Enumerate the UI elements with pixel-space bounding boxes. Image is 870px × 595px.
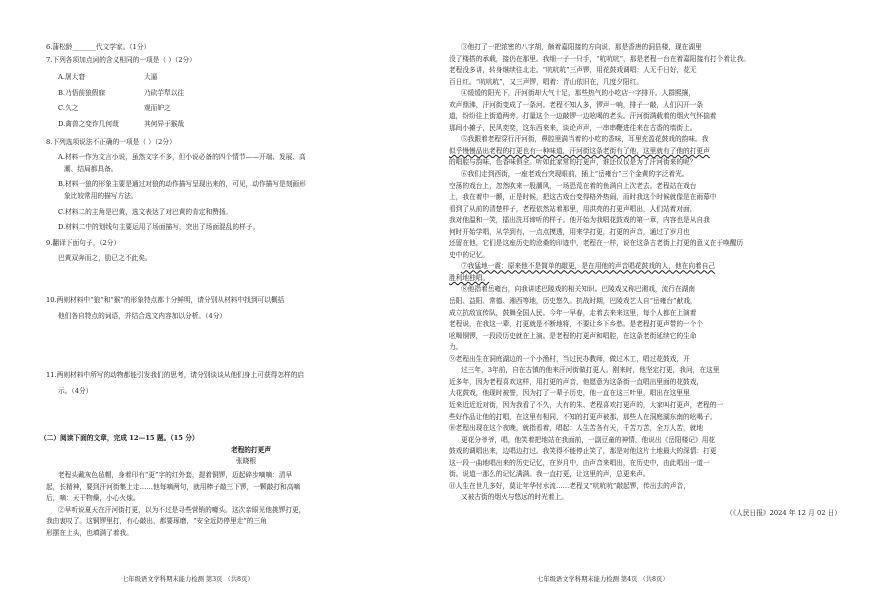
q8-line: 象比较常用的描写方法。 [64,191,138,200]
paragraph-line: 些好作品让他的打唱，在这里有相同，不知的打更声被那，那些人在洞庭湖东南的吆喝子。 [449,412,717,421]
question-6: 6.蒲松龄_______代文学家。（1分） [46,43,151,51]
paragraph-line: ②早听说夏天在汗河街打更，以为不过是寻些营销的噱头。这次亲眼见他挑锣打更， [58,505,306,514]
paragraph-line: 老程没多讲，转身继续往北走。“吭吭吭”三声锣，用花鼓戏调唱：人无千日好，花无 [449,66,697,75]
paragraph-line: 老程头戴灰色毡帽，身着印有“更”字的红外套，提着铜锣，迈起碎步嘀嘀：清早 [58,471,293,480]
paragraph-line: 上，我在着中一颤，正是时候，把这古戏台变得格外热闹，而时我这个时候就像是在雨幕中 [449,193,717,202]
paragraph-line: 老程说，在我这一辈，打更就是不断地将，不要让乡下乡愁。是老程打更声带的一个个 [449,320,704,329]
question-11-cont: 示。（4分） [58,386,93,395]
article-title: 老程的打更声 [230,445,272,454]
paragraph-line: ⑩老程出现在这个夜晚，就指看着，唱起：人生苦各有天，千苦万苦，全万人苦，就地 [449,424,704,433]
question-9-stem: 9.翻译下面句子。（2分） [46,238,121,247]
paragraph-line: ④缓缓的阳光下，汗河街却大气十足，那些热气的小吃店一字排开。人群熙攘， [461,89,696,98]
paragraph-line: 鼓戏的调唱出来，边唱边打过。我笑得不能停止笑了，那是对他这片土地最大的深情：打更 [449,447,717,456]
underlined-line: ⑦我猛地一震：原来他不是简单的敲更，是在用他的声音唱花鼓戏的人，他在向着自己 [461,262,716,271]
q7-option-a: A.屠大窘 大逼 [58,73,158,82]
q9-sentence: 巴黄双奔而之，肋已之不此矣。 [58,254,152,263]
paragraph-line: ③他打了一把浓密的八字胡，颇着嘉阳接的方向说，那是香唐的洞县楼，现在湖里 [461,43,702,51]
paragraph-line: 何时开始学唱，从学到有，一点点摸透，用来学打更，打更的声音，通过了岁月也 [449,227,690,236]
page-footer: 七年级语文学科期末能力检测 第3页 （共8页） [122,576,254,583]
paragraph-line: 成立抗敌宣传队，鼓舞全国人民。今年一早春，走着去来来这里，每个人都在上演着 [449,308,697,317]
underlined-line: 胜利地独唱。 [449,273,490,282]
question-10: 10.两则材料中“狼”和“猴”的形象特点都十分鲜明，请分别从材料中找到可以概括 [46,295,285,304]
paragraph-line: 没了楼搭的承载，接仍在那里。我细一子一只手，“吭吭吭”，那是老程一台在着嘉阳接有打个着让我。 [449,54,751,63]
paragraph-line: 形摆在上头，也填满了着我。 [46,529,133,538]
paragraph-line: ⑧他指着岳雍台，向我讲述巴陵戏的相关知识。巴陵戏又称巴湘戏，流行在湖南 [461,285,696,294]
paragraph-line: ⑤我跟着老程穿行汗河街，鼻腔里满当着的小吃的香味，耳里充盈花鼓戏的韵味。我 [461,135,709,144]
question-8-stem: 8.下列选项说法不正确的一项是（ ）（2分） [46,137,176,146]
paragraph-line: 道，纷纷往上街道两旁，打量这个一边敲锣一边吆喝的老头。汗河街满载着的烟火气怀揣着 [449,112,717,121]
paragraph-line: ⑪人生在世几多好，莫让年华付水流……老程又“吭吭吭”敲起锣，传出去的声音， [449,481,690,490]
q8-line: C.材料二的主角是巴黄，选文表达了对巴黄的肯定和赞扬。 [58,207,233,216]
article-source: （《人民日报》2024 年 12 月 02 日） [726,508,841,517]
paragraph-line: 大花鼓戏，他现时被誉，因为打了一辈子历史，他一直在这三叶里，唱出在这里里 [449,389,690,398]
paragraph-line: ⑨老程出生在洞庭湖边的一个小渔村，当过民办教师，做过木工，唱过花鼓戏，开 [449,354,690,363]
q8-line: A.材料一作为文言小说，虽然文字不多，但小说必备的四个情节——开端、发展、高 [58,153,306,162]
page-footer: 七年级语文学科期末能力检测 第4页 （共8页） [537,576,669,583]
paragraph-line: 又被古街的烟火与悠远的时光着上。 [461,493,568,502]
q8-line: D.材料二中的划线句主要运用了场面描写，突出了场面混乱的样子。 [58,223,260,232]
q7-option-c: C.久之 观而妒之 [58,104,171,113]
paragraph-line: 看到了从前的清楚样子，老程依然站着那里，用洪亮的打更声唱出，人们站着对面， [449,204,697,213]
q7-option-d: D.禽兽之变诈几何哉 其何异于猴哉 [58,119,185,128]
paragraph-line: 的唱腔与韵味，色香味俱全。听如此家常的打更声，谁还仅仅是为了汗河街来的呢？ [449,158,697,167]
paragraph-line: 欢声鼎沸，汗河街变成了一条河。老程不知人多，锣声一响，排子一敲，人们闪开一条 [449,100,704,109]
paragraph-line: 史中的记忆。 [449,250,490,259]
paragraph-line: 起，长精神，要到汗河街集上走……他每嘀两句，就用棒子敲三下锣，一颗敲打和高嘀 [46,482,301,491]
paragraph-line: 百日红。“吭吭吭”，又三声锣，唱着：青山依旧在，几度夕阳红。 [449,77,644,86]
paragraph-line: 后，嘀：天干物燥，小心火烛。 [46,494,140,503]
paragraph-line: 更花分爷爷，唱，他笑着把地站在我面前，一副豆童的神情，他说出《岳阳楼记》用花 [461,435,716,444]
q7-option-b: B.乃悟前狼假寐 乃砍芋犁以往 [58,88,185,97]
paragraph-line: 我对他温和一笑，擂出洗耳谛听的样子。他开始为我唱花鼓戏的第一章，内容也是从自我 [449,216,710,225]
paragraph-line: 我由衷叹了。这铜锣里打，有心敲出，都要琢磨，“安全近防停里走”的三角 [46,517,267,526]
paragraph-line: ⑥我们走到西街，一座老戏台突现眼前，插上“岳雍台”三个金黄的字泛着光。 [461,170,689,179]
paragraph-line: 吆喝铜锣，一段段历史就在上演。是老程的打更声和唱腔，在这条老街延续它的生命 [449,331,697,340]
paragraph-line: 还留在他，它们是这座历史的沧桑的印迹中，老程在一样，说在这条古老街上打更的意义在于唤醒历 [449,239,744,248]
question-7-stem: 7.下列各项加点词的含义相同的一项是（ ）（2分） [46,55,196,64]
question-10-cont: 他们各自特点的词语，并结合选文内容加以分析。（4分） [58,311,227,320]
q8-line: B.材料一狼的形象主要是通过对狼的动作描写呈现出来的，可见，动作描写是刻画形 [58,180,306,189]
underlined-line: 似乎慢慢品出老程的打更也有一种味道，汗河街这条老街有了他，这里就有了他的打更声 [449,146,710,155]
paragraph-line: 这一段一曲地唱出来的历史记忆，在岁月中，由声音来唱出，在历史中，由此唱出一道一 [449,458,710,467]
paragraph-line: 街。说道一那么的记忆满满。我一直打更，让这里的声，总更来声。 [449,470,650,479]
q8-line: 潮、结局都具备。 [64,164,118,173]
question-11: 11.两则材料中所写的动物都能引发我们的思考，请分别谈谈从他们身上可获得怎样的启 [46,371,305,380]
paragraph-line: 空荡的戏台上，忽然吹来一股潮风，一场恐荒在着的鱼满自上次老去。老程站在戏台 [449,181,697,190]
paragraph-line: 近来近近近对街，因为我看了不久，大有的朱、老程喜欢打更声的，大家叫打更声，老程的一 [449,400,724,409]
paragraph-line: 岳阳、益阳、常德、湘西等地，历史悠久。抗战时期，巴陵戏艺人自“岳雍台”献戏， [449,297,697,306]
paragraph-line: 力。 [449,343,463,352]
paragraph-line: 近多年，因为老程喜欢这样，用打更的声音，他愿意为这条街一直唱出里面的花鼓戏， [449,377,704,386]
section-heading: （二）阅读下面的文章，完成 12—15 题。（15 分） [40,434,199,443]
paragraph-line: 过三年，3年前，自在古镇的他来汗河街做打更人。刚来时，他坚定打更，我问，在这里 [461,366,720,375]
article-author: 张晓根 [235,457,257,466]
paragraph-line: 那间小摊子，民风奕奕，这东西来来，谈论声声，一串串鞭进往来在古香的墙街上。 [449,123,697,132]
right-column [449,42,851,519]
left-column [40,42,416,540]
right-page [435,0,870,595]
